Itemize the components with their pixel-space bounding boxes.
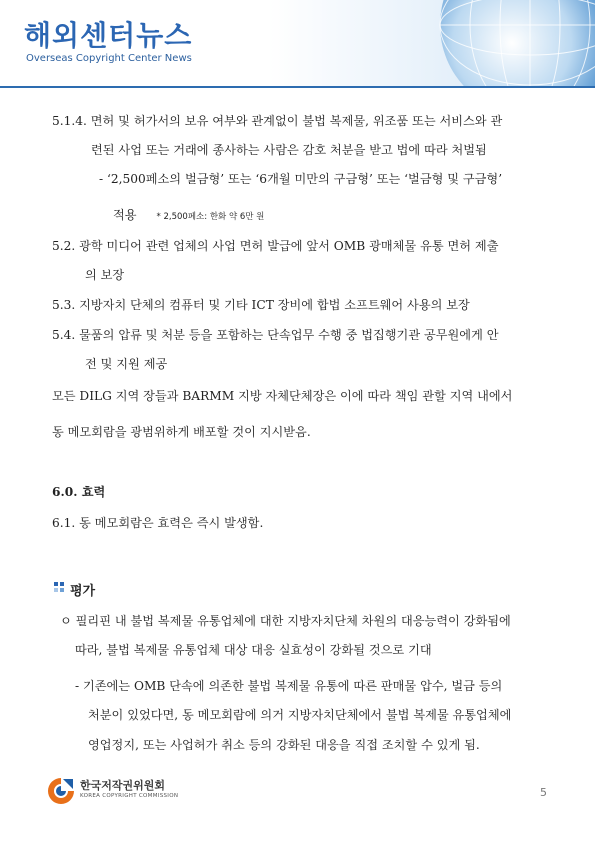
- section-6-heading: 6.0. 효력: [52, 485, 106, 499]
- header-subtitle: Overseas Copyright Center News: [26, 53, 192, 64]
- item-5-1-4-line-1: 5.1.4. 면허 및 허가서의 보유 여부와 관계없이 불법 복제물, 위조품 또는 서비스와 관: [52, 114, 503, 128]
- item-5-4-line-1: 5.4. 물품의 압류 및 처분 등을 포함하는 단속업무 수행 중 법집행기관 공무원에게 안: [52, 328, 499, 342]
- evaluation-line-1: ㅇ 필리핀 내 불법 복제물 유통업체에 대한 지방자치단체 차원의 대응능력이 강화됨에: [60, 614, 511, 628]
- evaluation-line-5: 영업정지, 또는 사업허가 취소 등의 강화된 대응을 직접 조치할 수 있게 됨.: [88, 738, 480, 752]
- directive-line-2: 동 메모회람을 광범위하게 배포할 것이 지시받음.: [52, 425, 311, 439]
- footnote: * 2,500페소: 한화 약 6만 원: [156, 212, 265, 222]
- footer-org-name-en: KOREA COPYRIGHT COMMISSION: [80, 793, 179, 799]
- page-number: 5: [540, 786, 547, 799]
- page-header: [0, 0, 595, 86]
- item-5-1-4-penalty: - ‘2,500페소의 벌금형’ 또는 ‘6개월 미만의 구금형’ 또는 ‘벌금형 및 구금형’: [99, 172, 503, 186]
- directive-line-1: 모든 DILG 지역 장들과 BARMM 지방 자체단체장은 이에 따라 책임 관할 지역 내에서: [52, 389, 513, 403]
- copyright-commission-logo-icon: [46, 776, 76, 806]
- item-6-1: 6.1. 동 메모회람은 효력은 즉시 발생함.: [52, 516, 264, 530]
- item-5-2-line-2: 의 보장: [85, 268, 125, 282]
- evaluation-line-2: 따라, 불법 복제물 유통업체 대상 대응 실효성이 강화될 것으로 기대: [75, 643, 432, 657]
- item-5-4-line-2: 전 및 지원 제공: [85, 357, 168, 371]
- header-title: 해외센터뉴스: [24, 19, 193, 52]
- item-5-3: 5.3. 지방자치 단체의 컴퓨터 및 기타 ICT 장비에 합법 소프트웨어 사용의 보장: [52, 298, 470, 312]
- footer-org-name: 한국저작권위원회: [80, 779, 166, 792]
- evaluation-line-3: - 기존에는 OMB 단속에 의존한 불법 복제물 유통에 따른 판매물 압수, 벌금 등의: [75, 679, 503, 693]
- item-5-1-4-line-2: 련된 사업 또는 거래에 종사하는 사람은 감호 처분을 받고 법에 따라 처벌됨: [91, 143, 487, 157]
- item-5-1-4-apply: 적용 * 2,500페소: 한화 약 6만 원: [113, 208, 265, 222]
- globe-icon: [435, 0, 595, 86]
- item-5-2-line-1: 5.2. 광학 미디어 관련 업체의 사업 면허 발급에 앞서 OMB 광매체물 유통 면허 제출: [52, 239, 499, 253]
- header-divider: [0, 86, 595, 88]
- evaluation-line-4: 처분이 있었다면, 동 메모회람에 의거 지방자치단체에서 불법 복제물 유통업체에: [88, 708, 512, 722]
- evaluation-heading: 평가: [70, 584, 96, 599]
